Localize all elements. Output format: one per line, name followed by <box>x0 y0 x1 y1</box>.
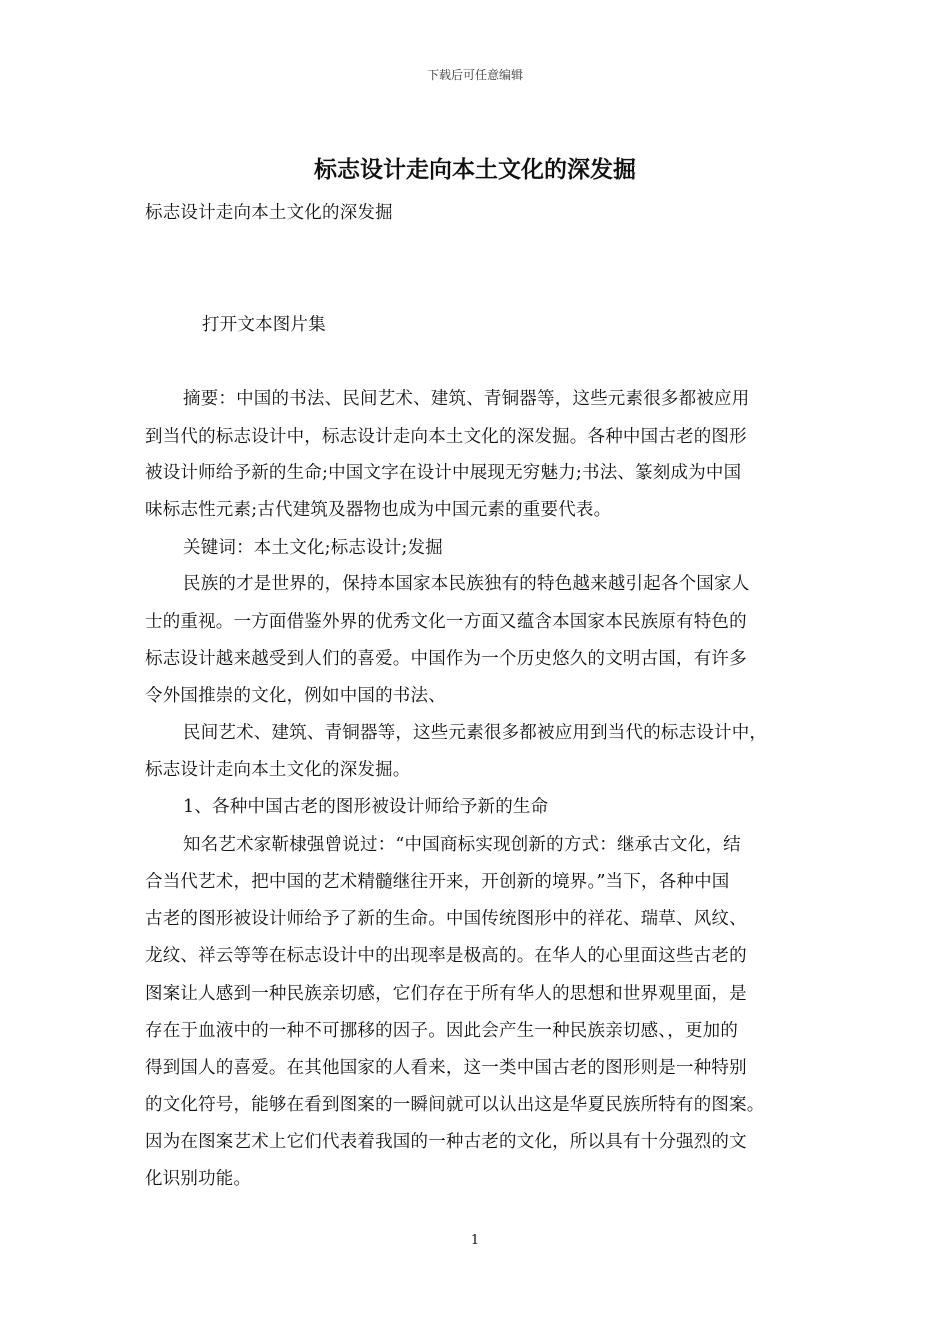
body-line: 标志设计越来越受到人们的喜爱。中国作为一个历史悠久的文明古国，有许多 <box>145 649 747 669</box>
document-subtitle: 标志设计走向本土文化的深发掘 <box>145 203 393 223</box>
body-line: 化识别功能。 <box>145 1169 252 1189</box>
download-note: 下载后可任意编辑 <box>426 68 523 82</box>
body-line: 民族的才是世界的，保持本国家本民族独有的特色越来越引起各个国家人 <box>183 574 750 594</box>
body-line: 民间艺术、建筑、青铜器等，这些元素很多都被应用到当代的标志设计中， <box>183 723 768 743</box>
body-line: 士的重视。一方面借鉴外界的优秀文化一方面又蕴含本国家本民族原有特色的 <box>145 612 747 632</box>
abstract-line: 被设计师给予新的生命;中国文字在设计中展现无穷魅力;书法、篆刻成为中国 <box>145 463 742 483</box>
abstract-line: 味标志性元素;古代建筑及器物也成为中国元素的重要代表。 <box>145 500 612 520</box>
body-line: 古老的图形被设计师给予了新的生命。中国传统图形中的祥花、瑞草、风纹、 <box>145 909 747 929</box>
page-number: 1 <box>470 1233 480 1248</box>
section-heading: 1、各种中国古老的图形被设计师给予新的生命 <box>183 797 549 817</box>
body-line: 图案让人感到一种民族亲切感，它们存在于所有华人的思想和世界观里面，是 <box>145 984 747 1004</box>
document-title: 标志设计走向本土文化的深发掘 <box>314 156 636 183</box>
body-line: 合当代艺术，把中国的艺术精髓继往开来，开创新的境界。”当下，各种中国 <box>145 872 730 892</box>
body-line: 知名艺术家靳棣强曾说过：“中国商标实现创新的方式：继承古文化，结 <box>183 835 741 855</box>
body-line: 令外国推崇的文化，例如中国的书法、 <box>145 686 446 706</box>
abstract-line: 到当代的标志设计中，标志设计走向本土文化的深发掘。各种中国古老的图形 <box>145 427 747 447</box>
body-line: 的文化符号，能够在看到图案的一瞬间就可以认出这是华夏民族所特有的图案。 <box>145 1095 765 1115</box>
abstract-line: 摘要：中国的书法、民间艺术、建筑、青铜器等，这些元素很多都被应用 <box>183 389 750 409</box>
body-line: 因为在图案艺术上它们代表着我国的一种古老的文化，所以具有十分强烈的文 <box>145 1132 747 1152</box>
body-line: 存在于血液中的一种不可挪移的因子。因此会产生一种民族亲切感、，更加的 <box>145 1021 739 1041</box>
body-line: 标志设计走向本土文化的深发掘。 <box>145 760 411 780</box>
open-image-gallery-link[interactable]: 打开文本图片集 <box>202 315 326 335</box>
body-line: 龙纹、祥云等等在标志设计中的出现率是极高的。在华人的心里面这些古老的 <box>145 946 747 966</box>
body-line: 得到国人的喜爱。在其他国家的人看来，这一类中国古老的图形则是一种特别 <box>145 1058 747 1078</box>
keywords-line: 关键词：本土文化;标志设计;发掘 <box>183 538 443 558</box>
